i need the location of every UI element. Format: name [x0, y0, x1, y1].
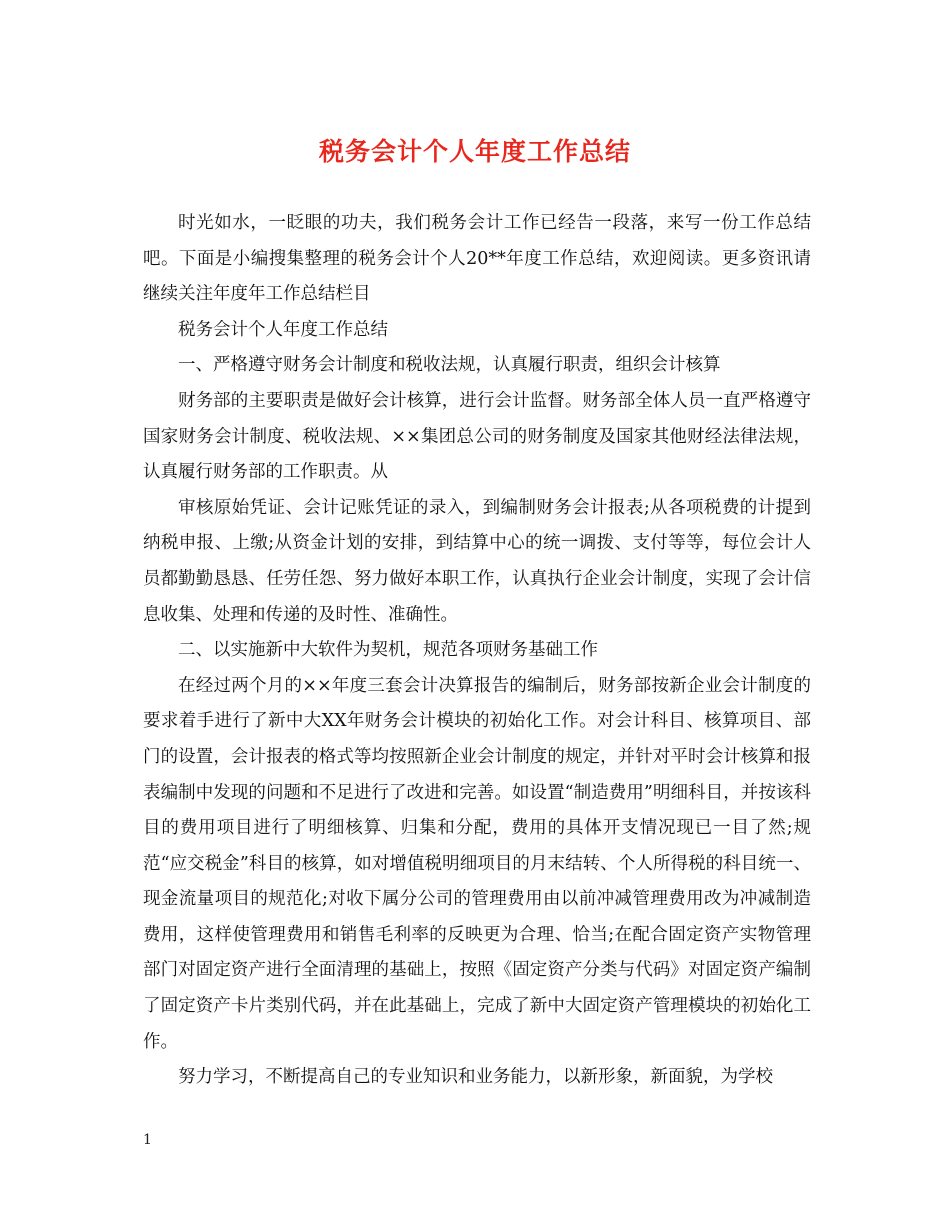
- paragraph-intro: 时光如水，一眨眼的功夫，我们税务会计工作已经告一段落，来写一份工作总结吧。下面是小编搜集整理的税务会计个人20**年度工作总结，欢迎阅读。更多资讯请继续关注年度年工作总结栏目: [143, 213, 811, 305]
- section-heading-2: 二、以实施新中大软件为契机，规范各项财务基础工作: [178, 640, 598, 661]
- page-number: 1: [143, 1132, 152, 1148]
- document-title: 税务会计个人年度工作总结: [318, 137, 631, 166]
- paragraph-study: 努力学习，不断提高自己的专业知识和业务能力，以新形象，新面貌，为学校: [178, 1067, 773, 1088]
- paragraph-subtitle: 税务会计个人年度工作总结: [178, 319, 388, 340]
- paragraph-audit-process: 审核原始凭证、会计记账凭证的录入，到编制财务会计报表;从各项税费的计提到纳税申报、上缴;从资金计划的安排，到结算中心的统一调拨、支付等等，每位会计人员都勤勤恳恳、任劳任怨、努力做好本职工作，认真执行企业会计制度，实现了会计信息收集、处理和传递的及时性、准确性。: [143, 497, 811, 625]
- paragraph-finance-duties: 财务部的主要职责是做好会计核算，进行会计监督。财务部全体人员一直严格遵守国家财务会计制度、税收法规、××集团总公司的财务制度及国家其他财经法律法规，认真履行财务部的工作职责。从: [143, 390, 811, 483]
- document-body: [143, 206, 811, 1096]
- paragraph-software-init: 在经过两个月的××年度三套会计决算报告的编制后，财务部按新企业会计制度的要求着手进行了新中大XX年财务会计模块的初始化工作。对会计科目、核算项目、部门的设置，会计报表的格式等均按照新企业会计制度的规定，并针对平时会计核算和报表编制中发现的问题和不足进行了改进和完善。如设置“制造费用”明细科目，并按该科目的费用项目进行了明细核算、归集和分配，费用的具体开支情况现已一目了然;规范“应交税金”科目的核算，如对增值税明细项目的月末结转、个人所得税的科目统一、现金流量项目的规范化;对收下属分公司的管理费用由以前冲减管理费用改为冲减制造费用，这样使管理费用和销售毛利率的反映更为合理、恰当;在配合固定资产实物管理部门对固定资产进行全面清理的基础上，按照《固定资产分类与代码》对固定资产编制了固定资产卡片类别代码，并在此基础上，完成了新中大固定资产管理模块的初始化工作。: [143, 675, 811, 1052]
- section-heading-1: 一、严格遵守财务会计制度和税收法规，认真履行职责，组织会计核算: [178, 355, 721, 376]
